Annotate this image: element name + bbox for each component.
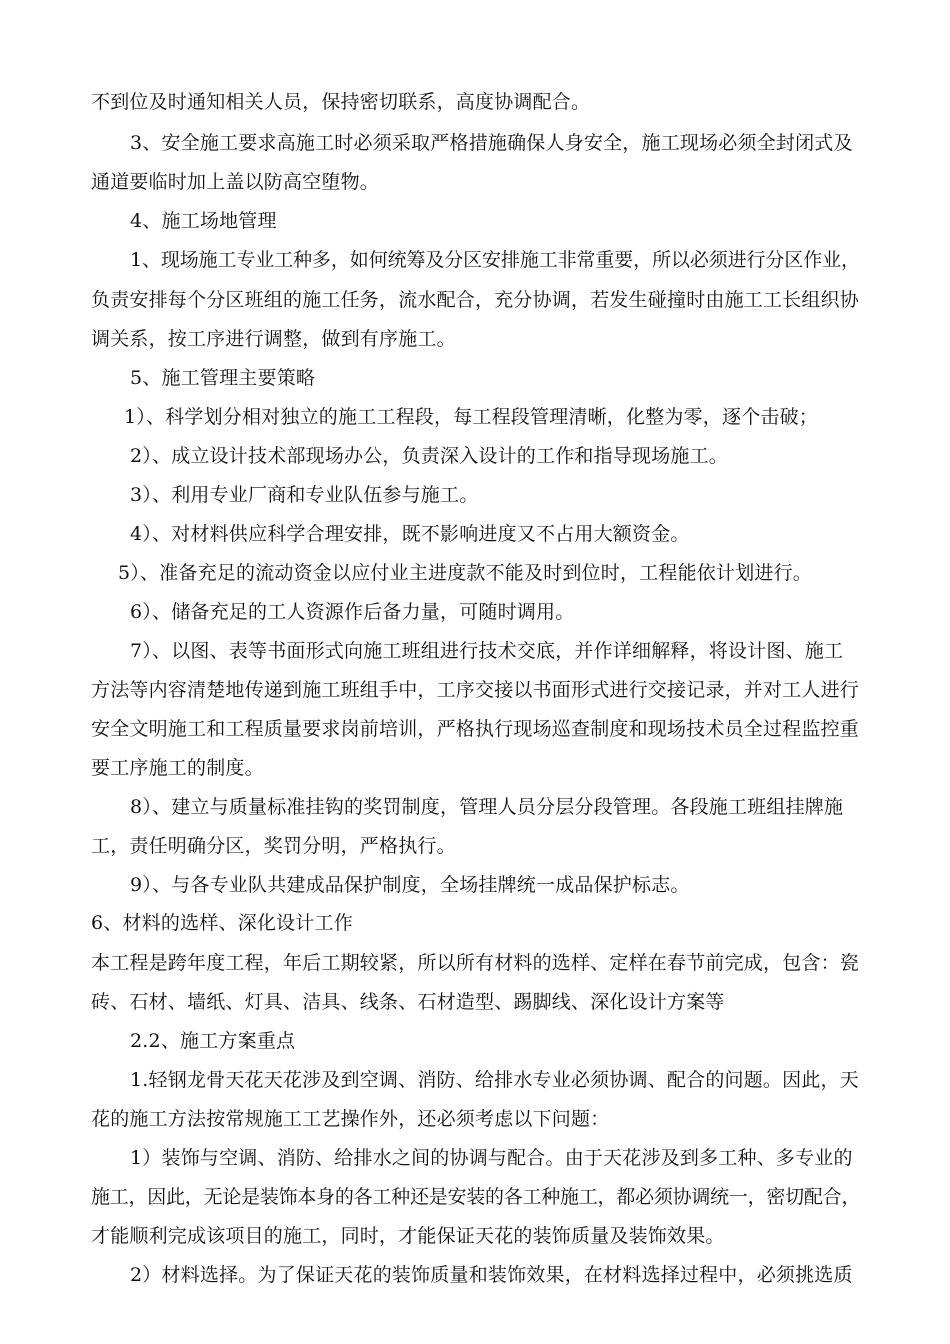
text-line: 方法等内容清楚地传递到施工班组手中，工序交接以书面形式进行交接记录，并对工人进行	[91, 679, 860, 701]
list-item: 4）、对材料供应科学合理安排，既不影响进度又不占用大额资金。	[130, 523, 690, 545]
list-item: 1）装饰与空调、消防、给排水之间的协调与配合。由于天花涉及到多工种、多专业的	[130, 1147, 853, 1169]
text-line: 本工程是跨年度工程，年后工期较紧，所以所有材料的选样、定样在春节前完成，包含：瓷	[91, 952, 860, 974]
section-heading: 5、施工管理主要策略	[130, 367, 316, 389]
section-heading: 2.2、施工方案重点	[130, 1030, 296, 1052]
text-line: 通道要临时加上盖以防高空堕物。	[91, 171, 380, 193]
text-line: 调关系，按工序进行调整，做到有序施工。	[91, 328, 456, 350]
section-heading: 6、材料的选样、深化设计工作	[91, 912, 353, 934]
list-item: 5）、准备充足的流动资金以应付业主进度款不能及时到位时，工程能依计划进行。	[118, 562, 812, 584]
text-line: 安全文明施工和工程质量要求岗前培训，严格执行现场巡查制度和现场技术员全过程监控重	[91, 718, 860, 740]
text-line: 砖、石材、墙纸、灯具、洁具、线条、石材造型、踢脚线、深化设计方案等	[91, 991, 725, 1013]
text-line: 花的施工方法按常规施工工艺操作外，还必须考虑以下问题：	[91, 1108, 610, 1130]
list-item: 2）材料选择。为了保证天花的装饰质量和装饰效果，在材料选择过程中，必须挑选质	[130, 1264, 853, 1286]
text-line: 要工序施工的制度。	[91, 757, 264, 779]
text-line: 1、现场施工专业工种多，如何统筹及分区安排施工非常重要，所以必须进行分区作业，	[130, 249, 860, 271]
list-item: 6）、储备充足的工人资源作后备力量，可随时调用。	[130, 601, 575, 623]
text-line: 不到位及时通知相关人员，保持密切联系，高度协调配合。	[91, 91, 591, 113]
text-line: 工，责任明确分区，奖罚分明，严格执行。	[91, 835, 456, 857]
text-line: 1.轻钢龙骨天花天花涉及到空调、消防、给排水专业必须协调、配合的问题。因此，天	[130, 1069, 859, 1091]
text-line: 3、安全施工要求高施工时必须采取严格措施确保人身安全，施工现场必须全封闭式及	[130, 132, 853, 154]
section-heading: 4、施工场地管理	[130, 210, 277, 232]
text-line: 负责安排每个分区班组的施工任务，流水配合，充分协调，若发生碰撞时由施工工长组织协	[91, 289, 860, 311]
list-item: 1）、科学划分相对独立的施工工程段，每工程段管理清晰，化整为零，逐个击破；	[124, 406, 818, 428]
list-item: 9）、与各专业队共建成品保护制度，全场挂牌统一成品保护标志。	[130, 874, 690, 896]
text-line: 施工，因此，无论是装饰本身的各工种还是安装的各工种施工，都必须协调统一，密切配合，	[91, 1186, 861, 1208]
text-line: 才能顺利完成该项目的施工，同时，才能保证天花的装饰质量及装饰效果。	[91, 1225, 725, 1247]
list-item: 3）、利用专业厂商和专业队伍参与施工。	[130, 484, 479, 506]
list-item: 8）、建立与质量标准挂钩的奖罚制度，管理人员分层分段管理。各段施工班组挂牌施	[130, 796, 844, 818]
list-item: 7）、以图、表等书面形式向施工班组进行技术交底，并作详细解释，将设计图、施工	[130, 640, 844, 662]
list-item: 2）、成立设计技术部现场办公，负责深入设计的工作和指导现场施工。	[130, 445, 728, 467]
